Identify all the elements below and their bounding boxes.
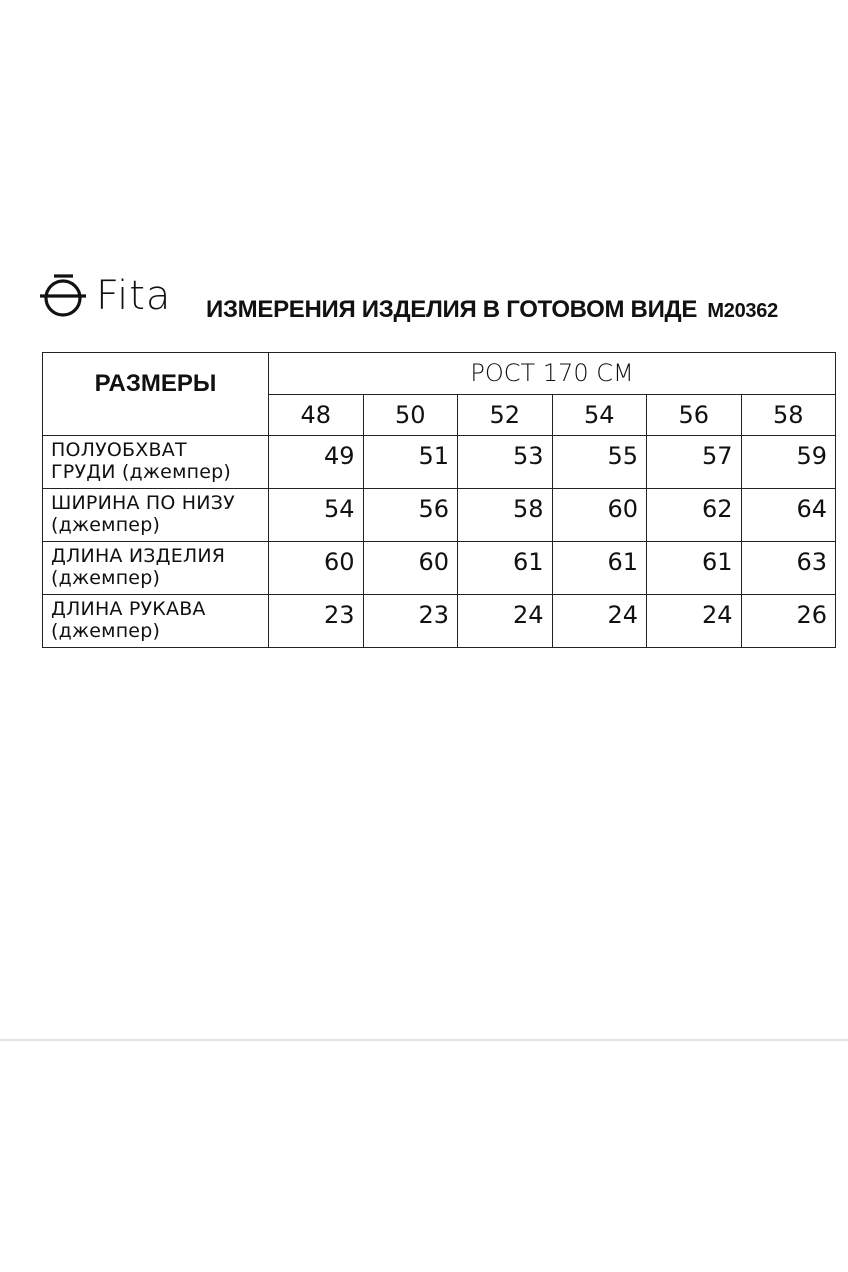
- value-cell: 61: [552, 542, 647, 595]
- header: [40, 268, 830, 328]
- table-row: [43, 436, 836, 489]
- model-code: М20362: [707, 300, 778, 322]
- row-label-chest: ПОЛУОБХВАТ ГРУДИ (джемпер): [43, 436, 269, 489]
- logo-text: Fita: [96, 273, 172, 319]
- value-cell: 53: [458, 436, 553, 489]
- value-cell: 24: [647, 595, 742, 648]
- value-cell: 56: [363, 489, 458, 542]
- height-header: РОСТ 170 СМ: [269, 353, 836, 395]
- table-header-row: [43, 353, 836, 395]
- value-cell: 61: [458, 542, 553, 595]
- table-row: [43, 542, 836, 595]
- size-cell: 58: [741, 394, 836, 436]
- table-row: [43, 489, 836, 542]
- value-cell: 49: [269, 436, 364, 489]
- value-cell: 54: [269, 489, 364, 542]
- value-cell: 60: [269, 542, 364, 595]
- value-cell: 62: [647, 489, 742, 542]
- value-cell: 59: [741, 436, 836, 489]
- title-text: ИЗМЕРЕНИЯ ИЗДЕЛИЯ В ГОТОВОМ ВИДЕ: [206, 296, 698, 323]
- table-row: [43, 595, 836, 648]
- size-cell: 56: [647, 394, 742, 436]
- page-title: [206, 296, 778, 324]
- value-cell: 61: [647, 542, 742, 595]
- size-table: [42, 352, 836, 648]
- row-label-length: ДЛИНА ИЗДЕЛИЯ (джемпер): [43, 542, 269, 595]
- row-label-sleeve-length: ДЛИНА РУКАВА (джемпер): [43, 595, 269, 648]
- value-cell: 23: [269, 595, 364, 648]
- value-cell: 24: [552, 595, 647, 648]
- sizes-header: РАЗМЕРЫ: [43, 353, 269, 436]
- size-cell: 48: [269, 394, 364, 436]
- value-cell: 63: [741, 542, 836, 595]
- value-cell: 24: [458, 595, 553, 648]
- divider: [0, 1039, 848, 1041]
- fita-logo-icon: [40, 273, 86, 319]
- value-cell: 60: [363, 542, 458, 595]
- size-cell: 50: [363, 394, 458, 436]
- size-cell: 52: [458, 394, 553, 436]
- value-cell: 60: [552, 489, 647, 542]
- brand-logo: [40, 268, 171, 324]
- value-cell: 64: [741, 489, 836, 542]
- value-cell: 51: [363, 436, 458, 489]
- value-cell: 23: [363, 595, 458, 648]
- row-label-hem-width: ШИРИНА ПО НИЗУ (джемпер): [43, 489, 269, 542]
- value-cell: 26: [741, 595, 836, 648]
- value-cell: 55: [552, 436, 647, 489]
- value-cell: 58: [458, 489, 553, 542]
- size-cell: 54: [552, 394, 647, 436]
- value-cell: 57: [647, 436, 742, 489]
